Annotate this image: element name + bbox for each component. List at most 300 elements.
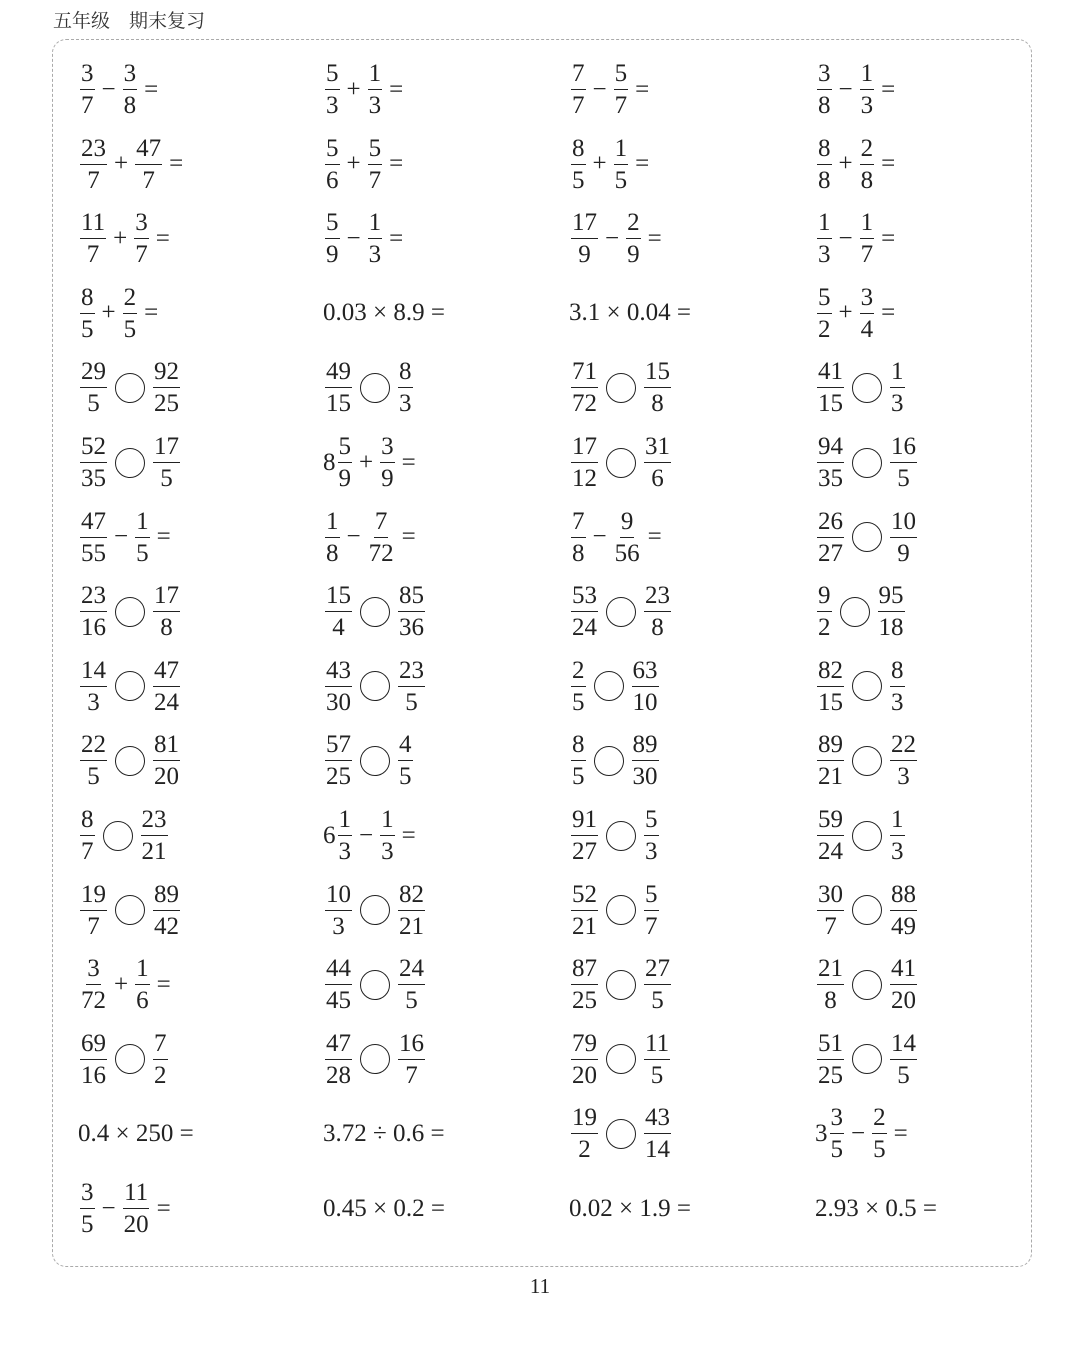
- numerator: 52: [571, 882, 598, 911]
- denominator: 5: [81, 1211, 94, 1238]
- exercise-item[interactable]: [569, 500, 662, 575]
- operator: −: [114, 523, 129, 551]
- answer-circle[interactable]: [606, 373, 636, 403]
- denominator: 8: [572, 539, 585, 567]
- equals-sign: =: [156, 970, 171, 998]
- denominator: 24: [818, 838, 843, 865]
- denominator: 9: [578, 241, 591, 269]
- fraction-left: [817, 61, 832, 118]
- answer-circle[interactable]: [606, 1044, 636, 1074]
- decimal-expression: 0.02 × 1.9 =: [569, 1194, 691, 1222]
- comparison-item[interactable]: [78, 425, 182, 500]
- answer-circle[interactable]: [115, 1044, 145, 1074]
- exercise-item[interactable]: [323, 798, 416, 873]
- numerator: 47: [80, 509, 107, 538]
- whole-number: 8: [323, 448, 336, 476]
- comparison-item[interactable]: [323, 947, 427, 1022]
- equals-sign: =: [647, 224, 662, 252]
- operator: −: [838, 75, 853, 103]
- denominator: 72: [81, 987, 106, 1015]
- denominator: 5: [405, 688, 418, 716]
- exercise-item[interactable]: [815, 1171, 937, 1246]
- exercise-item[interactable]: [569, 52, 649, 127]
- numerator: 11: [644, 1031, 670, 1060]
- numerator: 3: [380, 434, 395, 463]
- exercise-item[interactable]: [815, 1096, 908, 1171]
- comparison-item[interactable]: [78, 798, 170, 873]
- exercise-row: [78, 425, 1058, 500]
- equals-sign: =: [389, 224, 404, 252]
- fraction-left: [325, 956, 352, 1013]
- answer-circle[interactable]: [852, 671, 882, 701]
- fraction-right: [890, 956, 917, 1013]
- numerator: 59: [817, 807, 844, 836]
- comparison-item[interactable]: [815, 1022, 919, 1097]
- exercise-row: [78, 127, 1058, 202]
- fraction-left: [817, 807, 844, 864]
- exercise-item[interactable]: [78, 127, 183, 202]
- fraction-left: [571, 882, 598, 939]
- answer-circle[interactable]: [606, 448, 636, 478]
- fraction-right: [860, 136, 875, 193]
- fraction-right: [860, 210, 875, 267]
- fraction-left: [817, 658, 844, 715]
- comparison-item[interactable]: [815, 350, 907, 425]
- comparison-item[interactable]: [323, 574, 427, 649]
- comparison-item[interactable]: [569, 723, 661, 798]
- fraction-right: [614, 61, 629, 118]
- fraction-right: [860, 61, 875, 118]
- fraction-left: [325, 210, 340, 267]
- denominator: 5: [572, 166, 585, 194]
- comparison-item[interactable]: [815, 723, 919, 798]
- numerator: 1: [860, 61, 875, 90]
- denominator: 30: [632, 763, 658, 791]
- fraction-left: [571, 1031, 598, 1088]
- fraction-right: [368, 136, 383, 193]
- numerator: 1: [325, 509, 340, 538]
- exercise-row: [78, 1096, 1058, 1171]
- denominator: 20: [123, 1211, 149, 1238]
- exercise-item[interactable]: [78, 1096, 194, 1171]
- denominator: 8: [326, 539, 339, 567]
- comparison-item[interactable]: [323, 873, 427, 948]
- exercise-item[interactable]: [78, 947, 171, 1022]
- comparison-item[interactable]: [78, 1022, 170, 1097]
- comparison-item[interactable]: [323, 723, 415, 798]
- answer-circle[interactable]: [852, 522, 882, 552]
- numerator: 23: [398, 658, 425, 687]
- comparison-item[interactable]: [815, 574, 907, 649]
- exercise-item[interactable]: [569, 127, 649, 202]
- exercise-item[interactable]: [323, 276, 445, 351]
- exercise-item[interactable]: [815, 201, 895, 276]
- fraction-left: [325, 882, 352, 939]
- comparison-item[interactable]: [78, 649, 182, 724]
- fraction-right: [614, 136, 629, 193]
- denominator: 4: [332, 614, 345, 642]
- answer-circle[interactable]: [852, 821, 882, 851]
- numerator: 7: [571, 509, 586, 538]
- operator: −: [101, 75, 116, 103]
- equals-sign: =: [881, 150, 896, 178]
- denominator: 4: [860, 315, 874, 343]
- fraction-right: [632, 658, 659, 715]
- equals-sign: =: [647, 523, 662, 551]
- numerator: 92: [153, 359, 180, 388]
- exercise-row: [78, 873, 1058, 948]
- denominator: 7: [405, 1061, 418, 1089]
- answer-circle[interactable]: [360, 970, 390, 1000]
- comparison-item[interactable]: [78, 873, 182, 948]
- exercise-item[interactable]: [323, 425, 416, 500]
- numerator: 2: [860, 136, 875, 165]
- fraction-left: [80, 61, 95, 118]
- comparison-item[interactable]: [569, 1096, 673, 1171]
- fraction-left: [80, 956, 107, 1013]
- fraction-right: [135, 509, 150, 566]
- answer-circle[interactable]: [103, 821, 133, 851]
- numerator: 8: [571, 732, 586, 761]
- denominator: 5: [651, 987, 664, 1015]
- fraction-right: [153, 732, 180, 789]
- comparison-item[interactable]: [815, 798, 907, 873]
- numerator: 2: [123, 285, 138, 314]
- exercise-item[interactable]: [323, 500, 416, 575]
- denominator: 9: [338, 465, 351, 492]
- numerator: 3: [80, 1180, 95, 1209]
- denominator: 5: [123, 315, 137, 343]
- fraction-right: [878, 583, 905, 640]
- fraction-right: [398, 956, 425, 1013]
- numerator: 3: [86, 956, 101, 985]
- fraction-right: [860, 285, 875, 342]
- operator: +: [113, 224, 128, 252]
- denominator: 9: [381, 465, 394, 492]
- numerator: 7: [153, 1031, 168, 1060]
- numerator: 14: [80, 658, 107, 687]
- fraction-right: [153, 434, 180, 491]
- answer-circle[interactable]: [852, 970, 882, 1000]
- numerator: 5: [368, 136, 383, 165]
- decimal-expression: 2.93 × 0.5 =: [815, 1194, 937, 1222]
- answer-circle[interactable]: [606, 970, 636, 1000]
- operator: +: [346, 150, 361, 178]
- answer-circle[interactable]: [852, 895, 882, 925]
- answer-circle[interactable]: [115, 746, 145, 776]
- exercise-item[interactable]: [569, 1171, 691, 1246]
- comparison-item[interactable]: [815, 947, 919, 1022]
- denominator: 3: [368, 241, 382, 269]
- comparison-item[interactable]: [323, 649, 427, 724]
- answer-circle[interactable]: [115, 448, 145, 478]
- fraction-right: [123, 1180, 150, 1237]
- comparison-item[interactable]: [569, 350, 673, 425]
- exercise-item[interactable]: [78, 276, 158, 351]
- fraction-left: [571, 210, 598, 267]
- denominator: 49: [891, 912, 916, 940]
- answer-circle[interactable]: [115, 373, 145, 403]
- denominator: 28: [326, 1061, 351, 1089]
- denominator: 3: [326, 92, 339, 119]
- exercise-item[interactable]: [78, 201, 170, 276]
- numerator: 1: [368, 61, 383, 90]
- exercise-item[interactable]: [569, 276, 691, 351]
- fraction-left: [817, 956, 844, 1013]
- numerator: 5: [325, 136, 340, 165]
- numerator: 29: [80, 359, 107, 388]
- numerator: 7: [374, 509, 389, 538]
- numerator: 47: [153, 658, 180, 687]
- numerator: 19: [80, 882, 107, 911]
- operator: +: [359, 448, 374, 476]
- fraction-right: [398, 1031, 425, 1088]
- decimal-expression: 0.45 × 0.2 =: [323, 1194, 445, 1222]
- numerator: 17: [571, 210, 598, 239]
- denominator: 8: [160, 614, 173, 642]
- numerator: 41: [890, 956, 917, 985]
- numerator: 22: [80, 732, 107, 761]
- answer-circle[interactable]: [840, 597, 870, 627]
- numerator: 9: [620, 509, 635, 538]
- fraction-right: [398, 583, 425, 640]
- exercise-item[interactable]: [78, 500, 171, 575]
- numerator: 7: [571, 61, 586, 90]
- comparison-item[interactable]: [569, 574, 673, 649]
- numerator: 23: [80, 136, 107, 165]
- answer-circle[interactable]: [360, 597, 390, 627]
- numerator: 85: [398, 583, 425, 612]
- denominator: 6: [326, 166, 339, 194]
- numerator: 3: [134, 210, 149, 239]
- numerator: 52: [80, 434, 107, 463]
- equals-sign: =: [401, 448, 416, 476]
- comparison-item[interactable]: [78, 574, 182, 649]
- comparison-item[interactable]: [323, 350, 415, 425]
- exercise-item[interactable]: [323, 127, 403, 202]
- exercise-item[interactable]: [815, 276, 895, 351]
- denominator: 10: [632, 688, 658, 716]
- comparison-item[interactable]: [569, 649, 661, 724]
- denominator: 7: [81, 838, 94, 865]
- equals-sign: =: [144, 299, 159, 327]
- exercise-item[interactable]: [323, 1096, 445, 1171]
- answer-circle[interactable]: [360, 895, 390, 925]
- numerator: 89: [817, 732, 844, 761]
- denominator: 7: [142, 166, 155, 194]
- denominator: 8: [123, 92, 137, 119]
- comparison-item[interactable]: [323, 1022, 427, 1097]
- answer-circle[interactable]: [594, 746, 624, 776]
- numerator: 14: [890, 1031, 917, 1060]
- fraction-right: [398, 732, 413, 789]
- denominator: 5: [81, 315, 94, 343]
- denominator: 30: [326, 688, 351, 716]
- answer-circle[interactable]: [606, 597, 636, 627]
- answer-circle[interactable]: [852, 1044, 882, 1074]
- numerator: 5: [817, 285, 832, 314]
- fraction-left: [817, 210, 832, 267]
- fraction-left: [571, 956, 598, 1013]
- fraction-right: [153, 658, 180, 715]
- fraction-left: [817, 583, 832, 640]
- fraction-left: [571, 61, 586, 118]
- denominator: 3: [381, 838, 394, 865]
- denominator: 7: [614, 92, 628, 119]
- answer-circle[interactable]: [852, 373, 882, 403]
- numerator: 57: [325, 732, 352, 761]
- exercise-item[interactable]: [78, 1171, 171, 1246]
- fraction-left: [571, 509, 586, 566]
- denominator: 5: [87, 763, 100, 791]
- numerator: 43: [325, 658, 352, 687]
- fraction-left: [80, 359, 107, 416]
- numerator: 1: [890, 807, 905, 836]
- page-number: 11: [529, 1274, 551, 1298]
- numerator: 8: [80, 807, 95, 836]
- answer-circle[interactable]: [360, 746, 390, 776]
- fraction-left: [571, 136, 586, 193]
- numerator: 1: [135, 509, 150, 538]
- answer-circle[interactable]: [115, 671, 145, 701]
- answer-circle[interactable]: [115, 597, 145, 627]
- fraction-right: [872, 1105, 887, 1162]
- denominator: 25: [154, 390, 179, 418]
- fraction-left: [817, 359, 844, 416]
- numerator: 17: [153, 583, 180, 612]
- numerator: 19: [571, 1105, 598, 1134]
- denominator: 5: [614, 166, 628, 194]
- answer-circle[interactable]: [852, 746, 882, 776]
- numerator: 22: [890, 732, 917, 761]
- answer-circle[interactable]: [360, 1044, 390, 1074]
- exercise-item[interactable]: [569, 201, 662, 276]
- comparison-item[interactable]: [78, 350, 182, 425]
- denominator: 8: [651, 390, 664, 418]
- denominator: 3: [338, 838, 351, 865]
- answer-circle[interactable]: [594, 671, 624, 701]
- exercise-item[interactable]: [323, 52, 403, 127]
- answer-circle[interactable]: [115, 895, 145, 925]
- comparison-item[interactable]: [78, 723, 182, 798]
- fraction-left: [571, 583, 598, 640]
- numerator: 26: [817, 509, 844, 538]
- denominator: 3: [332, 912, 345, 940]
- numerator: 16: [890, 434, 917, 463]
- exercise-row: [78, 798, 1058, 873]
- denominator: 5: [136, 539, 149, 567]
- comparison-item[interactable]: [569, 1022, 672, 1097]
- numerator: 3: [123, 61, 138, 90]
- comparison-item[interactable]: [569, 798, 661, 873]
- numerator: 24: [398, 956, 425, 985]
- fraction-right: [123, 61, 138, 118]
- exercise-row: [78, 649, 1058, 724]
- fraction-left: [571, 359, 598, 416]
- fraction-right: [123, 285, 138, 342]
- fraction-right: [141, 807, 168, 864]
- denominator: 7: [860, 241, 874, 269]
- fraction-right: [890, 434, 917, 491]
- fraction-right: [153, 882, 180, 939]
- exercise-item[interactable]: [815, 127, 895, 202]
- comparison-item[interactable]: [815, 649, 907, 724]
- fraction-right: [380, 434, 395, 491]
- fraction-left: [817, 434, 844, 491]
- numerator: 27: [644, 956, 671, 985]
- numerator: 79: [571, 1031, 598, 1060]
- comparison-item[interactable]: [569, 947, 673, 1022]
- exercise-item[interactable]: [323, 1171, 445, 1246]
- denominator: 2: [818, 315, 831, 343]
- exercise-item[interactable]: [78, 52, 158, 127]
- numerator: 5: [644, 807, 659, 836]
- denominator: 8: [860, 166, 874, 194]
- denominator: 7: [645, 912, 658, 940]
- comparison-item[interactable]: [815, 500, 919, 575]
- answer-circle[interactable]: [606, 895, 636, 925]
- denominator: 5: [160, 465, 173, 492]
- fraction-left: [80, 1180, 95, 1237]
- exercise-item[interactable]: [323, 201, 403, 276]
- numerator: 5: [644, 882, 659, 911]
- numerator: 1: [135, 956, 150, 985]
- denominator: 15: [326, 390, 351, 418]
- denominator: 8: [818, 166, 831, 194]
- numerator: 1: [338, 807, 353, 836]
- numerator: 1: [368, 210, 383, 239]
- fraction-right: [632, 732, 659, 789]
- exercise-item[interactable]: [815, 52, 895, 127]
- numerator: 3: [817, 61, 832, 90]
- numerator: 10: [890, 509, 917, 538]
- equals-sign: =: [155, 224, 170, 252]
- comparison-item[interactable]: [569, 425, 673, 500]
- answer-circle[interactable]: [606, 1119, 636, 1149]
- whole-number: 6: [323, 821, 336, 849]
- equals-sign: =: [144, 75, 159, 103]
- answer-circle[interactable]: [360, 373, 390, 403]
- answer-circle[interactable]: [852, 448, 882, 478]
- fraction-right: [626, 210, 641, 267]
- answer-circle[interactable]: [360, 671, 390, 701]
- fraction-right: [135, 956, 150, 1013]
- whole-number: 3: [815, 1119, 828, 1147]
- denominator: 72: [368, 539, 394, 567]
- fraction-right: [135, 136, 162, 193]
- numerator: 11: [80, 210, 106, 239]
- numerator: 3: [860, 285, 875, 314]
- operator: −: [592, 75, 607, 103]
- fraction-left: [80, 285, 95, 342]
- answer-circle[interactable]: [606, 821, 636, 851]
- denominator: 6: [651, 465, 664, 492]
- numerator: 81: [153, 732, 180, 761]
- numerator: 91: [571, 807, 598, 836]
- fraction-left: [817, 882, 844, 939]
- numerator: 17: [571, 434, 598, 463]
- comparison-item[interactable]: [815, 873, 919, 948]
- numerator: 17: [153, 434, 180, 463]
- comparison-item[interactable]: [569, 873, 661, 948]
- comparison-item[interactable]: [815, 425, 919, 500]
- numerator: 10: [325, 882, 352, 911]
- denominator: 18: [878, 614, 904, 642]
- numerator: 87: [571, 956, 598, 985]
- numerator: 95: [878, 583, 905, 612]
- numerator: 23: [141, 807, 168, 836]
- fraction-left: [80, 732, 107, 789]
